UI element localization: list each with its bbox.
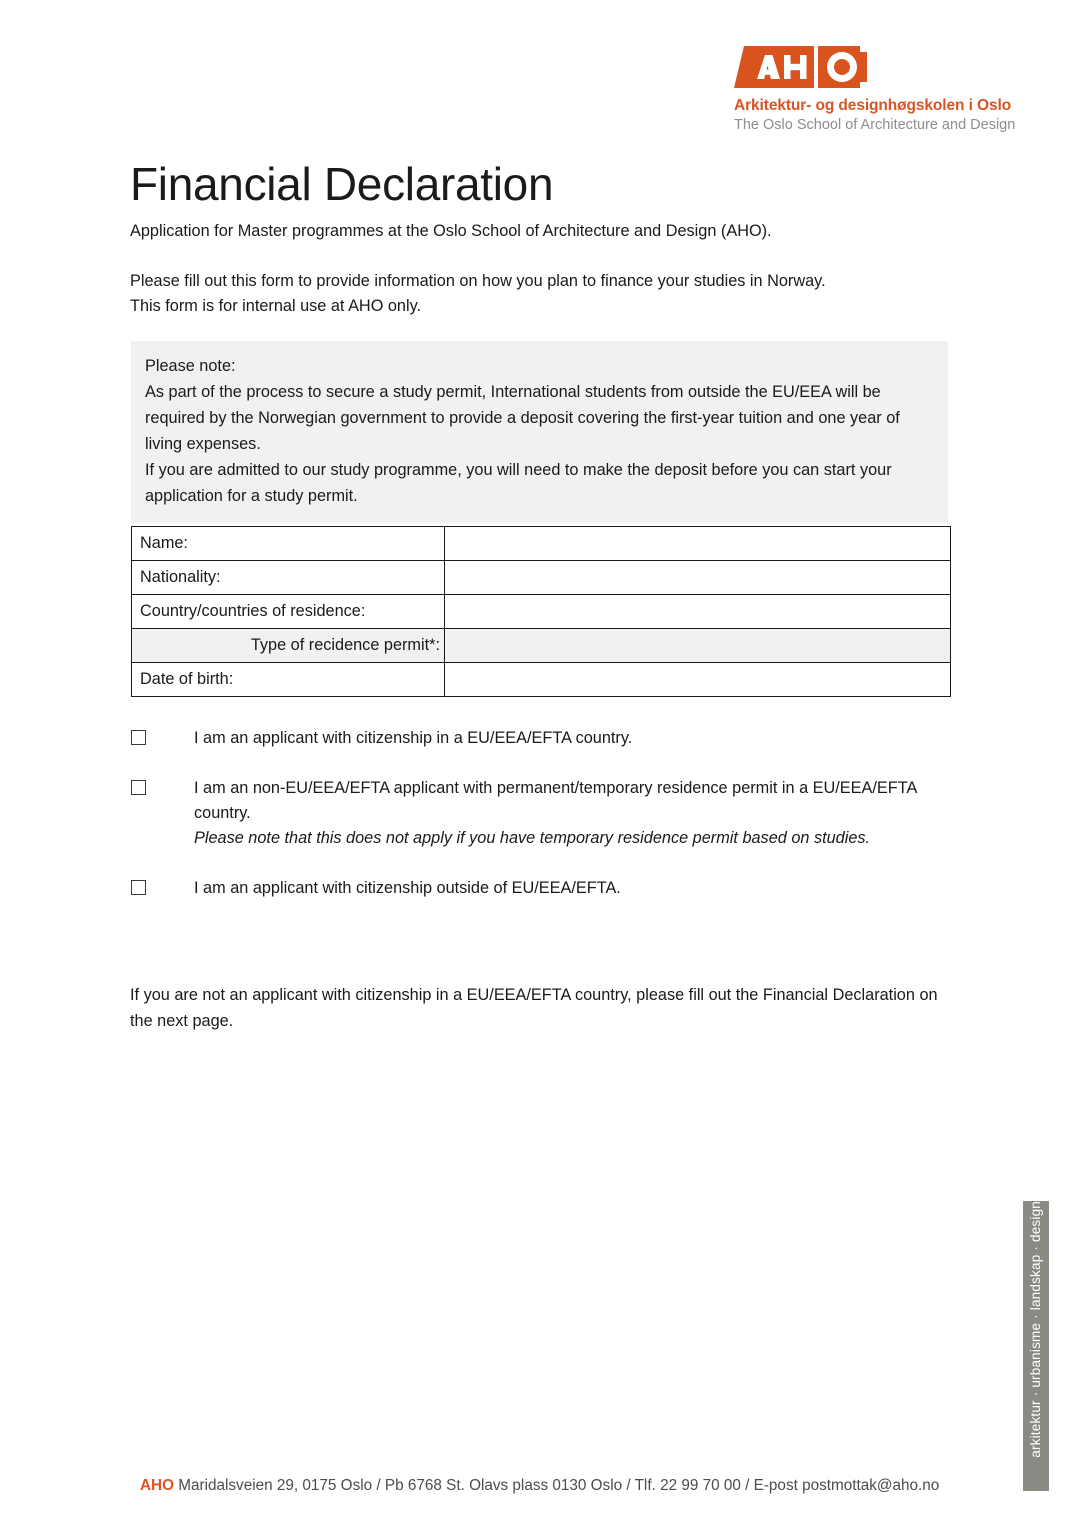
- note-line-5: application for a study permit.: [145, 487, 358, 505]
- table-row-input-cell[interactable]: [445, 595, 951, 629]
- checkbox-row: [131, 876, 961, 901]
- table-row-label: Name:: [132, 527, 445, 561]
- table-row: [132, 595, 951, 629]
- aho-logo: [734, 46, 1024, 135]
- footer-address: Maridalsveien 29, 0175 Oslo / Pb 6768 St. Olavs plass 0130 Oslo / Tlf. 22 99 70 00 / E-post postmottak@aho.no: [174, 1477, 940, 1494]
- citizenship-checkbox-list: [131, 726, 961, 901]
- intro-line-3: This form is for internal use at AHO only.: [130, 297, 422, 315]
- note-line-1: As part of the process to secure a study permit, International students from outside the EU/EEA will be: [145, 383, 881, 401]
- page-title: Financial Declaration: [130, 157, 554, 210]
- table-row-input-cell[interactable]: [445, 561, 951, 595]
- side-tab-banner: [1023, 1201, 1049, 1491]
- table-row-input-cell[interactable]: [445, 527, 951, 561]
- table-row-label: Country/countries of residence:: [132, 595, 445, 629]
- checkbox-text-block: [194, 876, 621, 901]
- checkbox-text-block: [194, 776, 954, 851]
- note-heading: Please note:: [145, 357, 236, 375]
- intro-line-2: Please fill out this form to provide information on how you plan to finance your studies in Norway.: [130, 272, 826, 290]
- page-footer: [140, 1477, 939, 1495]
- logo-tagline-english: The Oslo School of Architecture and Design: [734, 117, 1016, 134]
- table-row-label: Type of recidence permit*:: [132, 629, 445, 663]
- intro-line-1: Application for Master programmes at the Oslo School of Architecture and Design (AHO).: [130, 222, 772, 240]
- table-row-input-cell[interactable]: [445, 629, 951, 663]
- side-tab-label: arkitektur · urbanisme · landskap · design: [1028, 1201, 1043, 1458]
- intro-section: [130, 219, 960, 319]
- checkbox-icon[interactable]: [131, 780, 146, 795]
- note-line-4: If you are admitted to our study programme, you will need to make the deposit before you can start your: [145, 461, 892, 479]
- table-row: [132, 663, 951, 697]
- closing-paragraph: If you are not an applicant with citizenship in a EU/EEA/EFTA country, please fill out the Financial Declaration on the next page.: [130, 986, 938, 1030]
- checkbox-text-block: [194, 726, 632, 751]
- table-row: [132, 629, 951, 663]
- checkbox-label: I am an applicant with citizenship outside of EU/EEA/EFTA.: [194, 879, 621, 897]
- aho-logo-mark-icon: [734, 46, 867, 88]
- table-row-label: Date of birth:: [132, 663, 445, 697]
- checkbox-icon[interactable]: [131, 880, 146, 895]
- checkbox-row: [131, 776, 961, 851]
- intro-spacer: [130, 244, 960, 269]
- checkbox-row: [131, 726, 961, 751]
- footer-brand: AHO: [140, 1477, 174, 1494]
- table-row-input-cell[interactable]: [445, 663, 951, 697]
- table-row-label: Nationality:: [132, 561, 445, 595]
- applicant-details-table: [131, 526, 951, 697]
- note-line-3: living expenses.: [145, 435, 261, 453]
- logo-tagline-norwegian: Arkitektur- og designhøgskolen i Oslo: [734, 97, 1012, 114]
- checkbox-label: I am an applicant with citizenship in a EU/EEA/EFTA country.: [194, 729, 633, 747]
- table-row: [132, 561, 951, 595]
- applicant-details-body: [132, 527, 951, 697]
- checkbox-label: I am an non-EU/EEA/EFTA applicant with permanent/temporary residence permit in a EU/EEA/EFTA country.: [194, 779, 917, 822]
- note-line-2: required by the Norwegian government to provide a deposit covering the first-year tuition and one year of: [145, 409, 900, 427]
- please-note-box: [131, 341, 948, 523]
- table-row: [132, 527, 951, 561]
- checkbox-note: Please note that this does not apply if you have temporary residence permit based on studies.: [194, 829, 871, 847]
- checkbox-icon[interactable]: [131, 730, 146, 745]
